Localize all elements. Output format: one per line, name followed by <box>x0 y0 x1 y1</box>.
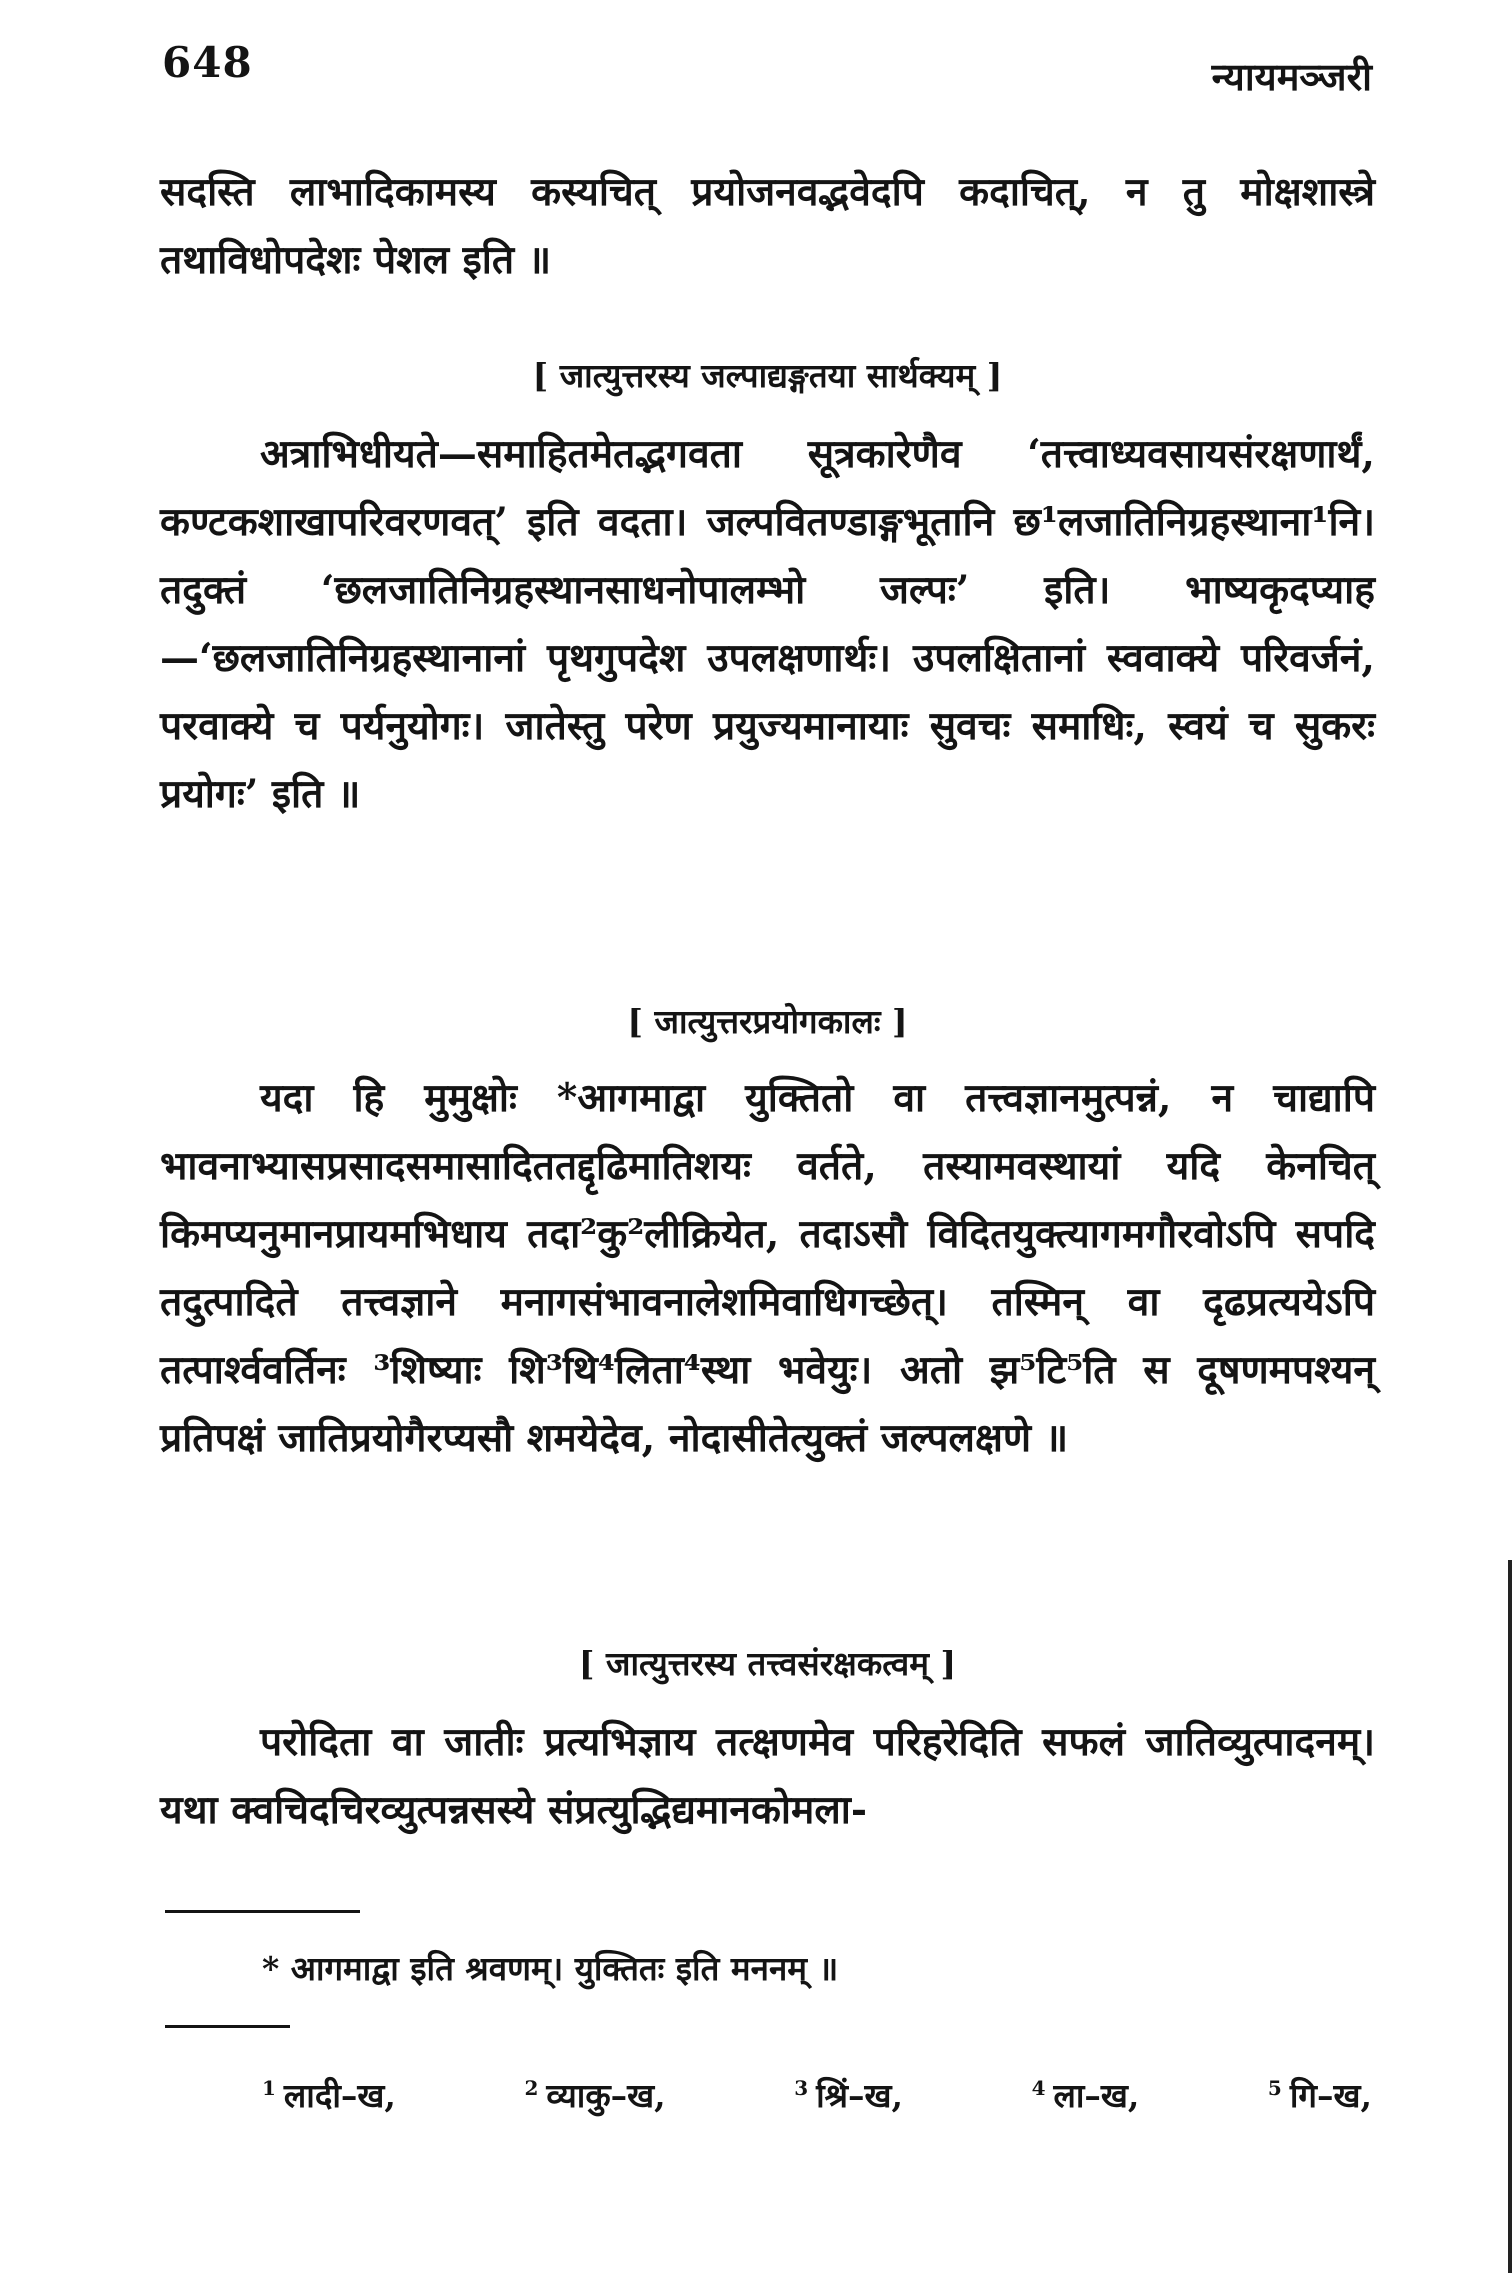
variant-reading: $^1$ लादी–ख, <box>262 2076 396 2115</box>
scan-edge <box>1508 1560 1512 2273</box>
variant-reading: $^2$ व्याकु–ख, <box>524 2076 666 2115</box>
paragraph-2: यदा हि मुमुक्षोः *आगमाद्वा युक्तितो वा तत्त्वज्ञानमुत्पन्नं, न चाद्यापि भावनाभ्यासप्रसादसमासादिततद्दृढिमातिशयः वर्तते, तस्यामवस्थायां यदि केनचित् किमप्यनुमानप्रायमभिधाय तदा²कु²लीक्रियेत, तदाऽसौ विदितयुक्त्यागमगौरवोऽपि सपदि तदुत्पादिते तत्त्वज्ञाने मनागसंभावनालेशमिवाधिगच्छेत्। तस्मिन् वा दृढप्रत्ययेऽपि तत्पार्श्ववर्तिनः ³शिष्याः शि³थि⁴लिता⁴स्था भवेयुः। अतो झ⁵टि⁵ति स दूषणमपश्यन् प्रतिपक्षं जातिप्रयोगैरप्यसौ शमयेदेव, नोदासीतेत्युक्तं जल्पलक्षणे ॥ <box>160 1075 1375 1461</box>
section-heading-2: [ जात्युत्तरप्रयोगकालः ] <box>627 1002 908 1041</box>
paragraph-3: परोदिता वा जातीः प्रत्यभिज्ञाय तत्क्षणमेव परिहरेदिति सफलं जातिव्युत्पादनम्। यथा क्वचिदचिरव्युत्पन्नसस्ये संप्रत्युद्भिद्यमानकोमला- <box>160 1719 1375 1833</box>
variant-reading: $^5$ गि–ख, <box>1267 2076 1372 2115</box>
variants-rule <box>165 2025 290 2028</box>
page-number: 648 <box>162 38 253 87</box>
variant-reading: $^3$ श्रिं–ख, <box>794 2076 904 2115</box>
variant-reading: $^4$ ला–ख, <box>1031 2076 1140 2115</box>
variant-readings <box>262 2072 1372 2117</box>
section-heading-3: [ जात्युत्तरस्य तत्त्वसंरक्षकत्वम् ] <box>578 1644 957 1683</box>
footnote-rule <box>165 1910 360 1913</box>
running-head: न्यायमञ्जरी <box>1211 54 1372 99</box>
section-heading-1: [ जात्युत्तरस्य जल्पाद्यङ्गतया सार्थक्यम् ] <box>532 356 1003 395</box>
paragraph-continuation: सदस्ति लाभादिकामस्य कस्यचित् प्रयोजनवद्भवेदपि कदाचित्, न तु मोक्षशास्त्रे तथाविधोपदेशः पेशल इति ॥ <box>160 169 1375 283</box>
footnote: * आगमाद्वा इति श्रवणम्। युक्तितः इति मननम् ॥ <box>262 1949 839 1988</box>
paragraph-1: अत्राभिधीयते—समाहितमेतद्भगवता सूत्रकारेणैव ‘तत्त्वाध्यवसायसंरक्षणार्थं, कण्टकशाखापरिवरणवत्’ इति वदता। जल्पवितण्डाङ्गभूतानि छ¹लजातिनिग्रहस्थाना¹नि। तदुक्तं ‘छलजातिनिग्रहस्थानसाधनोपालम्भो जल्पः’ इति। भाष्यकृदप्याह—‘छलजातिनिग्रहस्थानानां पृथगुपदेश उपलक्षणार्थः। उपलक्षितानां स्ववाक्ये परिवर्जनं, परवाक्ये च पर्यनुयोगः। जातेस्तु परेण प्रयुज्यमानायाः सुवचः समाधिः, स्वयं च सुकरः प्रयोगः’ इति ॥ <box>160 431 1375 817</box>
